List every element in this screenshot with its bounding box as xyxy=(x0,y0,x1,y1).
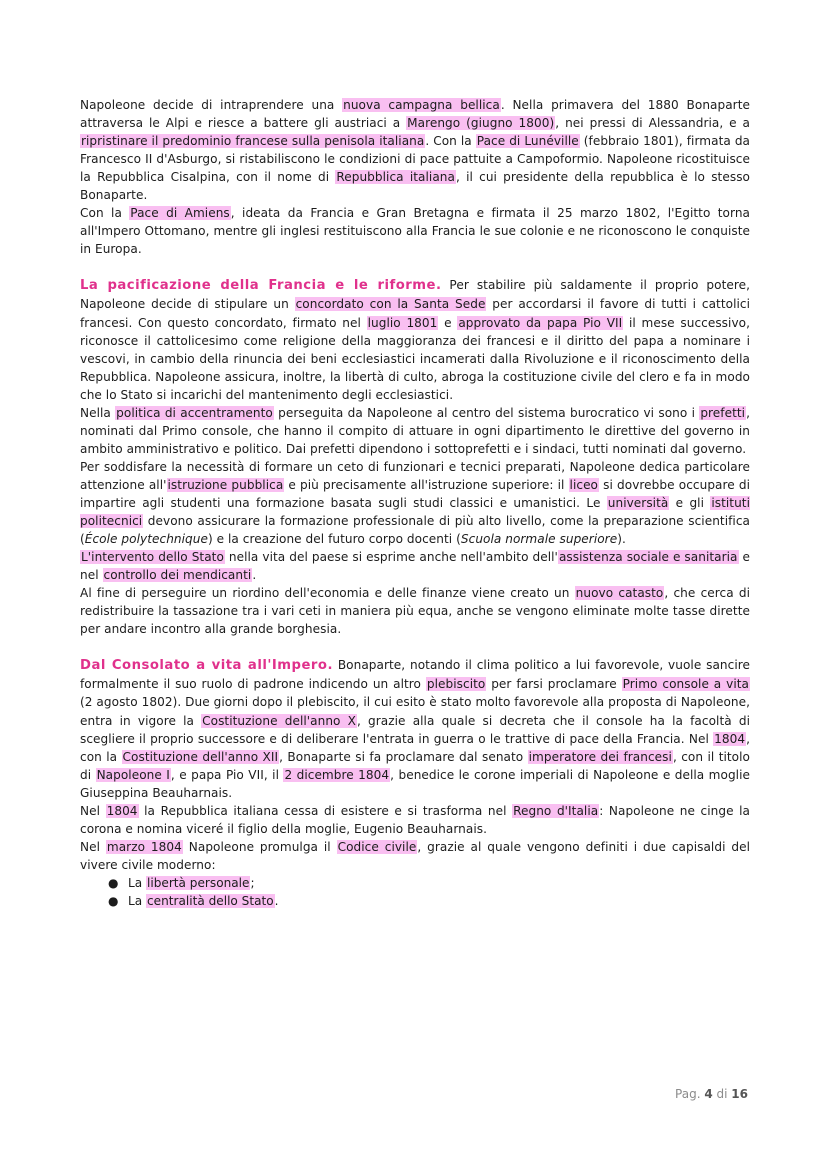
text-run: Con la xyxy=(80,206,130,221)
highlighted-text: imperatore dei francesi xyxy=(528,749,672,764)
text-run: perseguita da Napoleone al centro del sistema burocratico vi sono i xyxy=(273,405,700,420)
text-run: Nel xyxy=(80,803,106,818)
text-run: la Repubblica italiana cessa di esistere e si trasforma nel xyxy=(138,803,513,818)
text-run: e xyxy=(438,315,458,330)
italic-text: Scuola normale superiore xyxy=(460,532,618,547)
text-run: , il cui presidente della repubblica è lo stesso Bonaparte. xyxy=(80,170,750,203)
paragraph-3 xyxy=(80,276,750,403)
highlighted-text: luglio 1801 xyxy=(367,315,438,330)
highlighted-text: 1804 xyxy=(106,803,138,818)
highlighted-text: Codice civile xyxy=(337,839,417,854)
list-item: ● La centralità dello Stato. xyxy=(128,892,750,911)
text-run: Bonaparte, notando il clima politico a lui favorevole, vuole sancire formalmente il suo ruolo di padrone indicendo un altro xyxy=(80,658,751,692)
text-run: Napoleone promulga il xyxy=(182,839,337,854)
text-run: (febbraio 1801), firmata da Francesco II d'Asburgo, si ristabiliscono le condizioni di pace pattuite a Campoformio. Napoleone ricostituisce la Repubblica Cisalpina, con il nome di xyxy=(80,134,751,185)
text-run: , nei pressi di Alessandria, e a xyxy=(555,116,750,131)
text-run: , che cerca di redistribuire la tassazione tra i vari ceti in maniera più equa, anche se vengono eliminate molte tasse dirette per andare incontro alla grande borghesia. xyxy=(80,586,750,637)
text-run: , e papa Pio VII, il xyxy=(170,767,284,782)
highlighted-text: prefetti xyxy=(700,405,746,420)
text-run: Nella xyxy=(80,405,116,420)
bullet-list xyxy=(80,874,750,911)
highlighted-text: L'intervento dello Stato xyxy=(81,550,224,565)
text-run: e più precisamente all'istruzione superiore: il xyxy=(284,477,569,492)
bullet-icon: ● xyxy=(108,875,119,890)
text-run: , con la xyxy=(80,731,750,764)
highlighted-text: marzo 1804 xyxy=(106,839,182,854)
paragraph-5 xyxy=(80,458,750,548)
text-run: ) e la creazione del futuro corpo docenti ( xyxy=(207,532,461,547)
text-run: , Bonaparte si fa proclamare dal senato xyxy=(279,749,528,764)
highlighted-text: Costituzione dell'anno X xyxy=(202,713,356,728)
text-run: , ideata da Francia e Gran Bretagna e firmata il 25 marzo 1802, l'Egitto torna all'Impero Ottomano, mentre gli inglesi restituiscono alla Francia le sue colonie e ne riconoscono le conquiste in Europa. xyxy=(80,206,750,257)
paragraph-10 xyxy=(80,838,750,874)
highlighted-text: nuovo catasto xyxy=(575,586,664,601)
highlighted-text: concordato con la Santa Sede xyxy=(295,297,486,312)
paragraph-6 xyxy=(80,548,750,584)
bullet-icon: ● xyxy=(108,894,119,909)
highlighted-text: Repubblica italiana xyxy=(336,170,455,185)
highlighted-text: ripristinare il predominio francese sulla penisola italiana xyxy=(81,134,425,149)
text-run: e gli xyxy=(669,495,711,510)
highlighted-text: assistenza sociale e sanitaria xyxy=(558,550,738,565)
highlighted-text: Costituzione dell'anno XII xyxy=(122,749,279,764)
paragraph-7 xyxy=(80,584,750,638)
paragraph-8 xyxy=(80,656,750,801)
text-run: Al fine di perseguire un riordino dell'economia e delle finanze viene creato un xyxy=(80,586,575,601)
text-run: . Con la xyxy=(425,134,476,149)
text-run: per farsi proclamare xyxy=(486,677,622,692)
text-run: devono assicurare la formazione professionale di più alto livello, come la preparazione scientifica ( xyxy=(80,514,750,547)
text-run: si dovrebbe occupare di impartire agli studenti una formazione basata sugli studi classici e umanistici. Le xyxy=(80,477,751,510)
paragraph-9 xyxy=(80,802,750,838)
highlighted-text: approvato da papa Pio VII xyxy=(458,315,623,330)
paragraph-4 xyxy=(80,404,750,458)
highlighted-text: nuova campagna bellica xyxy=(343,98,500,112)
highlighted-text: plebiscito xyxy=(426,677,486,692)
highlighted-text: 1804 xyxy=(714,731,746,746)
text-run: ). xyxy=(617,532,626,547)
text-run: . Nella primavera del 1880 Bonaparte attraversa le Alpi e riesce a battere gli austriaci a xyxy=(80,98,750,131)
highlighted-text: Regno d'Italia xyxy=(513,803,599,818)
section-heading: Dal Consolato a vita all'Impero. xyxy=(80,658,334,674)
text-run: il mese successivo, riconosce il cattolicesimo come religione della maggioranza dei francesi e il diritto del papa a nominare i vescovi, in cambio della rinuncia dei beni ecclesiastici incamerati dalla Rivoluzione e il riconoscimento della Repubblica. Napoleone assicura, inoltre, la libertà di culto, abroga la costituzione civile del clero e fa in modo che lo Stato si incarichi del mantenimento degli ecclesiastici. xyxy=(80,315,750,402)
text-run: (2 agosto 1802). Due giorni dopo il plebiscito, il cui esito è stato molto favorevole alla proposta di Napoleone, entra in vigore la xyxy=(80,695,750,728)
highlighted-text: università xyxy=(607,495,669,510)
paragraph-1 xyxy=(80,96,750,204)
highlighted-text: 2 dicembre 1804 xyxy=(284,767,390,782)
list-item: ● La libertà personale; xyxy=(128,874,750,893)
text-run: e nel xyxy=(80,550,750,583)
italic-text: École polytechnique xyxy=(84,532,208,547)
highlighted-text: istruzione pubblica xyxy=(167,477,284,492)
text-run: Napoleone decide di intraprendere una xyxy=(80,98,343,112)
document-body xyxy=(80,96,750,911)
highlighted-text: politica di accentramento xyxy=(116,405,273,420)
page-number: Pag. 4 di 16 xyxy=(675,1087,748,1101)
text-run: : Napoleone ne cinge la corona e nomina viceré il figlio della moglie, Eugenio Beauharnais. xyxy=(80,803,751,836)
text-run: , nominati dal Primo console, che hanno il compito di attuare in ogni dipartimento le direttive del governo in ambito amministrativo e politico. Dai prefetti dipendono i sottoprefetti e i sindaci, tutti nominati dal governo. xyxy=(80,405,750,456)
text-run: , grazie alla quale si decreta che il console ha la facoltà di scegliere il proprio successore e di deliberare l'entrata in guerra o le trattive di pace della Francia. Nel xyxy=(80,713,750,746)
highlighted-text: liceo xyxy=(569,477,599,492)
text-run: Per soddisfare la necessità di formare un ceto di funzionari e tecnici preparati, Napoleone dedica particolare attenzione all' xyxy=(80,459,750,492)
text-run: , con il titolo di xyxy=(80,749,750,782)
paragraph-2 xyxy=(80,204,750,258)
highlighted-text: Primo console a vita xyxy=(622,677,749,692)
highlighted-text: Napoleone I xyxy=(96,767,170,782)
text-run: , grazie al quale vengono definiti i due capisaldi del vivere civile moderno: xyxy=(80,839,750,872)
highlighted-text: Pace di Amiens xyxy=(130,206,230,221)
text-run: Nel xyxy=(80,839,106,854)
text-run: . xyxy=(252,568,257,583)
text-run: , benedice le corone imperiali di Napoleone e della moglie Giuseppina Beauharnais. xyxy=(80,767,750,800)
section-heading: La pacificazione della Francia e le riforme. xyxy=(80,278,442,294)
highlighted-text: controllo dei mendicanti xyxy=(103,568,252,583)
text-run: Per stabilire più saldamente il proprio potere, Napoleone decide di stipulare un xyxy=(80,278,751,312)
highlighted-text: Pace di Lunéville xyxy=(476,134,579,149)
highlighted-text: istituti politecnici xyxy=(80,495,750,529)
text-run: nella vita del paese si esprime anche nell'ambito dell' xyxy=(224,550,558,565)
text-run: per accordarsi il favore di tutti i cattolici francesi. Con questo concordato, firmato nel xyxy=(80,297,751,330)
highlighted-text: Marengo (giugno 1800) xyxy=(407,116,555,131)
